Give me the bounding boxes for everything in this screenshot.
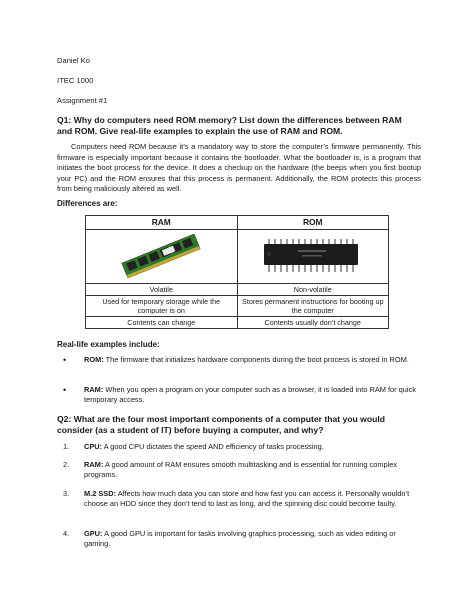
table-header-ram: RAM	[86, 216, 238, 230]
ram-rom-table	[85, 215, 389, 329]
list-number: 1.	[63, 442, 70, 451]
table-image-row	[86, 230, 389, 284]
differences-heading: Differences are:	[57, 199, 118, 208]
component-term: CPU:	[84, 442, 103, 451]
bullet-icon: •	[63, 355, 67, 365]
table-row	[86, 296, 389, 317]
component-term: M.2 SSD:	[84, 489, 117, 498]
rom-image-cell	[237, 230, 389, 284]
list-number: 2.	[63, 460, 70, 469]
list-number: 3.	[63, 489, 70, 498]
table-row	[86, 284, 389, 296]
q2-question: Q2: What are the four most important components of a computer that you would consider (as a student of IT) before buying a computer, and why?	[57, 414, 386, 435]
example-term: ROM:	[84, 355, 104, 364]
component-term: RAM:	[84, 460, 104, 469]
bullet-icon: •	[63, 385, 67, 395]
example-text: When you open a program on your computer such as a browser, it is loaded into RAM for quick temporary access.	[84, 385, 416, 405]
component-text: A good amount of RAM ensures smooth multitasking and is essential for running complex programs.	[84, 460, 398, 480]
course-code: ITEC 1000	[57, 76, 94, 85]
table-cell: Volatile	[86, 284, 238, 296]
table-cell: Used for temporary storage while the computer is on	[86, 296, 238, 317]
example-term: RAM:	[84, 385, 104, 394]
assignment-label: Assignment #1	[57, 96, 108, 105]
component-text: A good GPU is important for tasks involving graphics processing, such as video editing or gaming.	[84, 529, 396, 549]
table-cell: Non-volatile	[237, 284, 389, 296]
table-header-rom: ROM	[237, 216, 389, 230]
rom-chip-image	[258, 236, 368, 276]
examples-heading: Real-life examples include:	[57, 340, 160, 349]
table-cell: Contents usually don’t change	[237, 317, 389, 329]
component-text: Affects how much data you can store and how fast you can access it. Personally wouldn’t choose an HDD since they don’t tend to last as long, and the spinning disc could become faulty.	[84, 489, 410, 509]
table-row	[86, 317, 389, 329]
example-text: The firmware that initializes hardware components during the boot process is stored in ROM.	[105, 355, 409, 364]
list-number: 4.	[63, 529, 70, 538]
component-text: A good CPU dictates the speed AND efficiency of tasks processing.	[103, 442, 324, 451]
component-term: GPU:	[84, 529, 103, 538]
table-cell: Stores permanent instructions for booting up the computer	[237, 296, 389, 317]
table-header-row	[86, 216, 389, 230]
author-name: Daniel Ko	[57, 56, 90, 65]
q1-answer: Computers need ROM because it’s a mandatory way to store the computer’s firmware permanently. This firmware is especially important because it contains the bootloader. What the bootloader is, is a program that initiates the boot process for the device. It does a checkup on the hardware (the beeps when you first bootup your PC) and the ROM ensures that this process is permanent. Additionally, the ROM protects this process from being maliciously altered as well.	[57, 142, 421, 194]
q1-question: Q1: Why do computers need ROM memory? List down the differences between RAM and ROM. Give real-life examples to explain the use of RAM and ROM.	[57, 115, 402, 136]
table-cell: Contents can change	[86, 317, 238, 329]
ram-stick-image	[116, 234, 206, 278]
ram-image-cell	[86, 230, 238, 284]
